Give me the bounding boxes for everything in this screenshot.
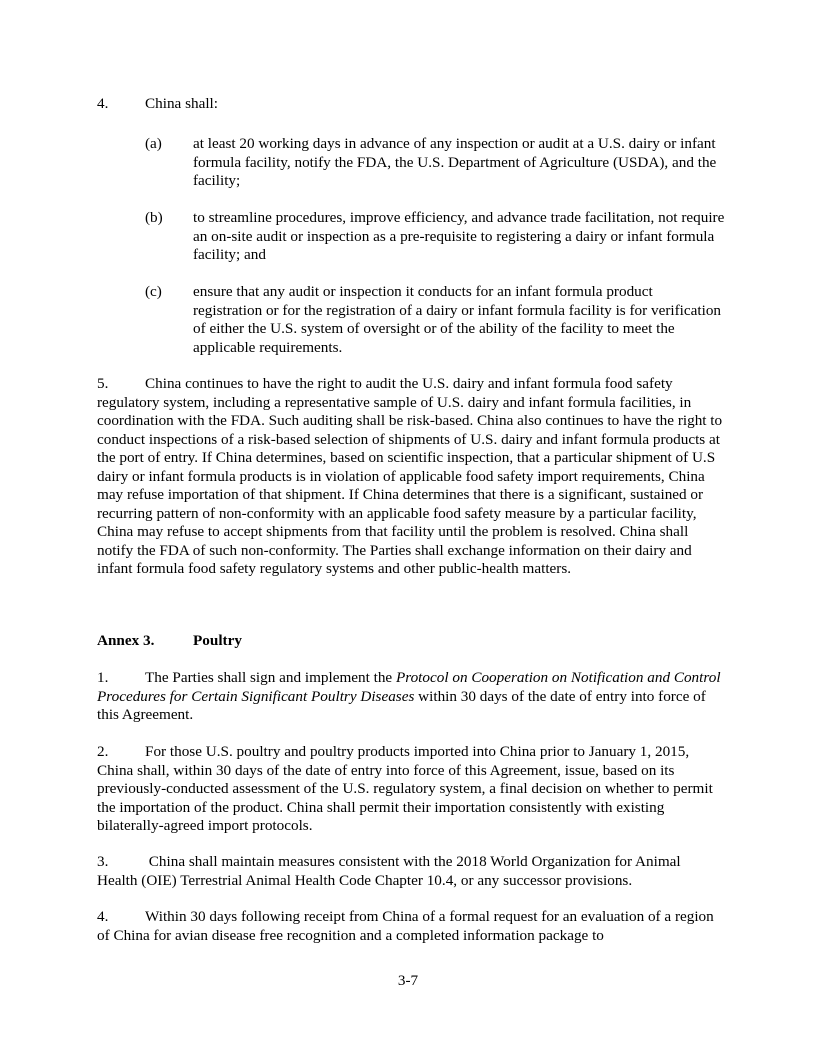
paragraph-text-start: The Parties shall sign and implement the — [145, 669, 396, 686]
page-number: 3-7 — [397, 972, 419, 989]
list-item-text: to streamline procedures, improve efficiency, and advance trade facilitation, not require an on-site audit or inspection as a pre-requisite to registering a dairy or infant formula facility; and — [193, 209, 725, 263]
list-item-label: (b) — [145, 209, 163, 226]
annex-paragraph-4 — [97, 908, 723, 945]
annex-paragraph-1 — [97, 669, 723, 725]
paragraph-number: 4. — [97, 908, 109, 925]
paragraph-number: 4. — [97, 95, 109, 112]
paragraph-number: 1. — [97, 669, 109, 686]
annex-paragraph-3 — [97, 853, 723, 890]
list-item-text: ensure that any audit or inspection it conducts for an infant formula product registration or for the registration of a dairy or infant formula facility is for verification of either the U.S. system of oversight or of the ability of the facility to meet the applicable requirements. — [193, 283, 722, 356]
annex-paragraph-2 — [97, 743, 723, 836]
paragraph-number: 3. — [97, 853, 109, 870]
paragraph-text: China shall maintain measures consistent with the 2018 World Organization for Animal Health (OIE) Terrestrial Animal Health Code Chapter 10.4, or any successor provisions. — [97, 853, 681, 889]
paragraph-number: 2. — [97, 743, 109, 760]
paragraph-text: For those U.S. poultry and poultry products imported into China prior to January 1, 2015, China shall, within 30 days of the date of entry into force of this Agreement, issue, based on its previously-conducted assessment of the U.S. regulatory system, a final decision on whether to permit the importation of the product. China shall permit their importation consistently with existing bilaterally-agreed import protocols. — [97, 743, 713, 834]
paragraph-text-end: within 30 days of the date of entry into force of this Agreement. — [97, 687, 706, 723]
paragraph-text: Within 30 days following receipt from China of a formal request for an evaluation of a region of China for avian disease free recognition and a completed information package to — [97, 908, 714, 944]
paragraph-text: China continues to have the right to audit the U.S. dairy and infant formula food safety regulatory system, including a representative sample of U.S. dairy and infant formula facilities, in coordination with the FDA. Such auditing shall be risk-based. China also continues to have the right to conduct inspections of a risk-based selection of shipments of U.S. dairy and infant formula products at the port of entry. If China determines, based on scientific inspection, that a particular shipment of U.S dairy or infant formula products is in violation of applicable food safety import requirements, China may refuse importation of that shipment. If China determines that there is a significant, sustained or recurring pattern of non-conformity with an applicable food safety measure by a particular facility, China may refuse to accept shipments from that facility until the problem is resolved. China shall notify the FDA of such non-conformity. The Parties shall exchange information on their dairy and infant formula food safety regulatory systems and other public-health matters. — [97, 375, 723, 577]
list-item-label: (a) — [145, 135, 162, 152]
paragraph-5 — [97, 375, 723, 579]
paragraph-4-intro — [97, 95, 723, 114]
list-item-label: (c) — [145, 283, 162, 300]
annex-title: Poultry — [193, 632, 242, 649]
annex-label: Annex 3. — [97, 632, 155, 649]
paragraph-text: China shall: — [145, 95, 218, 112]
paragraph-number: 5. — [97, 375, 109, 392]
annex-heading — [97, 632, 723, 651]
list-item-text: at least 20 working days in advance of any inspection or audit at a U.S. dairy or infant formula facility, notify the FDA, the U.S. Department of Agriculture (USDA), and the facility; — [193, 135, 717, 189]
protocol-title: Protocol on Cooperation on Notification and Control Procedures for Certain Significant Poultry Diseases — [97, 669, 721, 705]
